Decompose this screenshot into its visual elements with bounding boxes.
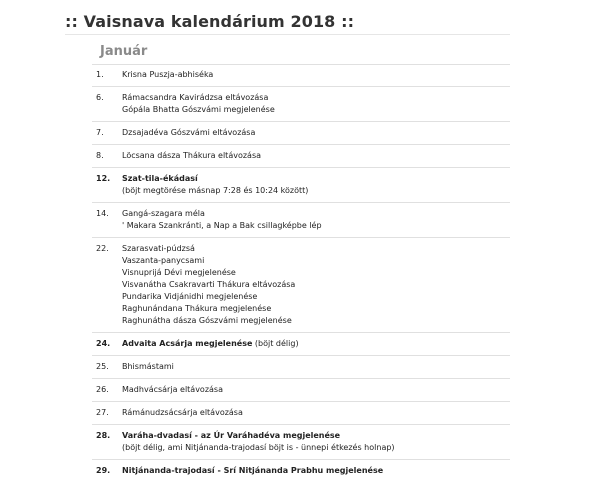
event-list [122,361,510,373]
event-text: Krisna Puszja-abhiséka [122,70,214,79]
calendar-table [92,64,510,482]
event-line [122,185,510,197]
day-number: 7. [96,128,104,137]
calendar-row [92,64,510,86]
event-line [122,361,510,373]
event-line [122,220,510,232]
calendar-row [92,237,510,332]
event-list [122,407,510,419]
event-line [122,127,510,139]
event-line [122,279,510,291]
event-text: Dzsajadéva Gószvámi eltávozása [122,128,256,137]
event-text: Rámacsandra Kavirádzsa eltávozása [122,93,269,102]
event-line [122,92,510,104]
event-text: Szat-tila-ékádasí [122,174,198,183]
day-number: 1. [96,70,104,79]
calendar-row [92,424,510,459]
calendar-row [92,459,510,482]
event-text: Raghunátha dásza Gószvámi megjelenése [122,316,292,325]
event-text: Visvanátha Csakravarti Thákura eltávozása [122,280,296,289]
calendar-row [92,378,510,401]
calendar-row [92,332,510,355]
event-list [122,430,510,454]
event-line [122,69,510,81]
event-line [122,173,510,185]
event-list [122,384,510,396]
day-number: 22. [96,244,109,253]
day-number: 8. [96,151,104,160]
calendar-row [92,86,510,121]
calendar-row [92,202,510,237]
title-divider [65,34,510,35]
event-note: (böjt délig) [252,339,299,348]
event-text: (böjt megtörése másnap 7:28 és 10:24 között) [122,186,309,195]
calendar-row [92,121,510,144]
day-number: 12. [96,174,111,183]
page-title: :: Vaisnava kalendárium 2018 :: [65,12,355,31]
event-line [122,208,510,220]
calendar-row [92,401,510,424]
event-line [122,315,510,327]
event-line [122,303,510,315]
event-text: Szarasvati-púdzsá [122,244,195,253]
event-list [122,243,510,327]
event-text: Bhismástami [122,362,174,371]
event-list [122,338,510,350]
event-line [122,430,510,442]
day-number: 26. [96,385,109,394]
event-line [122,243,510,255]
day-number: 27. [96,408,109,417]
calendar-row [92,167,510,202]
event-list [122,208,510,232]
day-number: 6. [96,93,104,102]
event-text: Rámánudzsácsárja eltávozása [122,408,243,417]
event-list [122,150,510,162]
event-line [122,291,510,303]
event-list [122,465,510,477]
event-list [122,92,510,116]
event-line [122,442,510,454]
event-text: Madhvácsárja eltávozása [122,385,223,394]
event-text: ' Makara Szankránti, a Nap a Bak csillagképbe lép [122,221,322,230]
day-number: 25. [96,362,109,371]
event-line [122,338,510,350]
event-list [122,173,510,197]
event-line [122,255,510,267]
day-number: 29. [96,466,111,475]
event-text: Nitjánanda-trajodasí - Srí Nitjánanda Prabhu megjelenése [122,466,384,475]
event-line [122,267,510,279]
event-line [122,407,510,419]
day-number: 14. [96,209,109,218]
event-text: Gópála Bhatta Gószvámi megjelenése [122,105,275,114]
event-list [122,69,510,81]
event-text: Advaita Acsárja megjelenése [122,339,253,348]
event-line [122,465,510,477]
event-text: Pundarika Vidjánidhi megjelenése [122,292,258,301]
event-line [122,150,510,162]
event-line [122,384,510,396]
calendar-row [92,355,510,378]
event-text: Gangá-szagara méla [122,209,205,218]
event-text: Varáha-dvadasí - az Úr Varáhadéva megjelenése [122,431,341,440]
event-text: (böjt délig, ami Nitjánanda-trajodasí böjt is - ünnepi étkezés holnap) [122,443,395,452]
day-number: 24. [96,339,111,348]
day-number: 28. [96,431,111,440]
event-text: Vaszanta-panycsami [122,256,205,265]
event-text: Löcsana dásza Thákura eltávozása [122,151,262,160]
event-text: Visnuprijá Dévi megjelenése [122,268,236,277]
event-text: Raghunándana Thákura megjelenése [122,304,272,313]
calendar-row [92,144,510,167]
event-line [122,104,510,116]
event-list [122,127,510,139]
month-heading: Január [100,44,148,59]
